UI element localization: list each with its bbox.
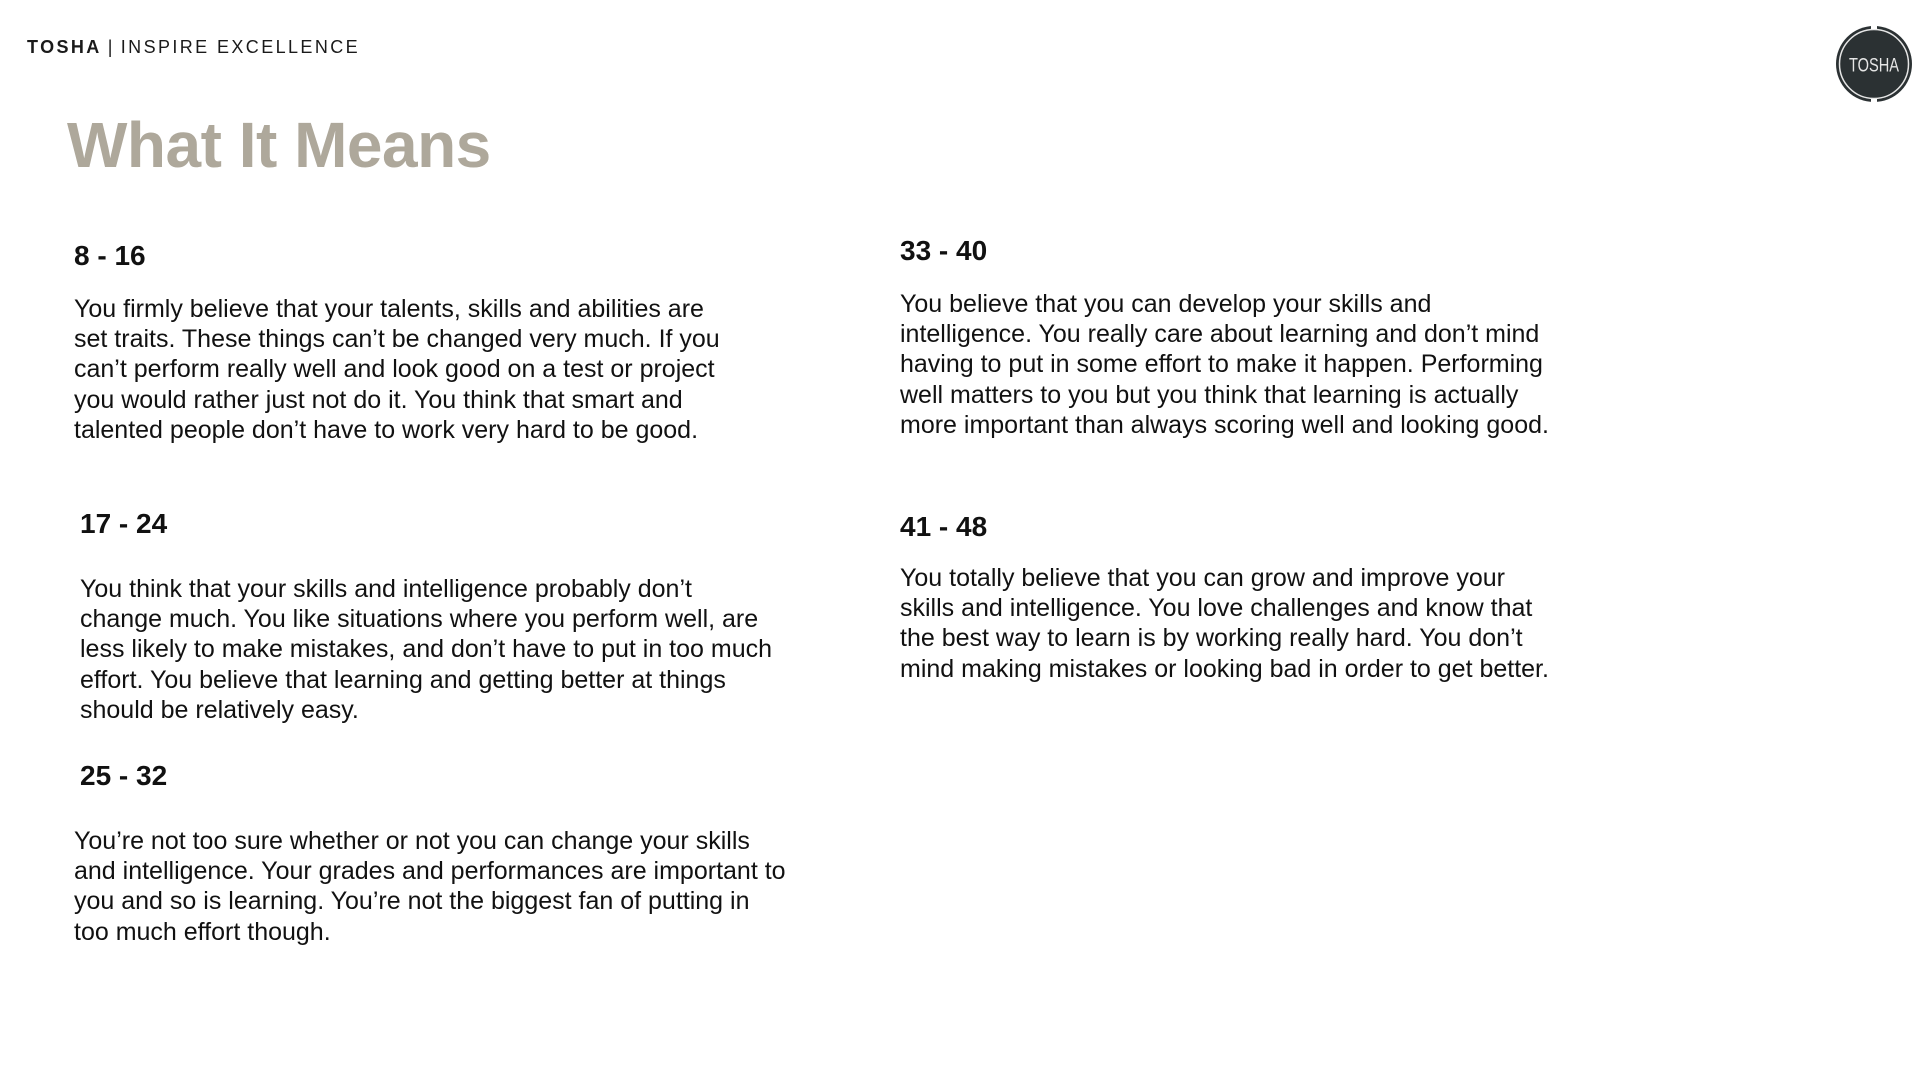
score-range-heading: 8 - 16 xyxy=(74,240,146,271)
brand-separator: | xyxy=(107,37,115,57)
brand-tagline: INSPIRE EXCELLENCE xyxy=(120,37,361,57)
logo-text: TOSHA xyxy=(1849,55,1900,77)
brand-header xyxy=(27,37,360,58)
score-range-heading: 33 - 40 xyxy=(900,235,988,266)
score-range-section xyxy=(74,240,774,445)
score-range-description: You believe that you can develop your skills and intelligence. You really care about learning and don’t mind having to put in some effort to make it happen. Performing well matters to you but you think that learning is actually more important than always scoring well and looking good. xyxy=(900,290,1549,439)
score-range-section xyxy=(900,235,1600,440)
brand-name: TOSHA xyxy=(27,37,102,57)
score-range-description: You totally believe that you can grow and improve your skills and intelligence. You love challenges and know that the best way to learn is by working really hard. You don’t mind making mistakes or looking bad in order to get better. xyxy=(900,564,1549,683)
tosha-logo-icon xyxy=(1835,25,1913,103)
score-range-heading: 17 - 24 xyxy=(80,508,168,539)
page-title: What It Means xyxy=(67,109,491,181)
score-range-section xyxy=(900,511,1600,684)
score-range-heading: 41 - 48 xyxy=(900,511,988,542)
score-range-heading: 25 - 32 xyxy=(80,760,168,791)
score-range-description: You firmly believe that your talents, skills and abilities are set traits. These things can’t be changed very much. If you can’t perform really well and look good on a test or project you would rather just not do it. You think that smart and talented people don’t have to work very hard to be good. xyxy=(74,295,720,444)
score-range-description: You think that your skills and intelligence probably don’t change much. You like situations where you perform well, are less likely to make mistakes, and don’t have to put in too much effort. You believe that learning and getting better at things should be relatively easy. xyxy=(80,575,773,724)
score-range-section xyxy=(80,508,780,725)
score-range-description: You’re not too sure whether or not you can change your skills and intelligence. Your grades and performances are important to you and so is learning. You’re not the biggest fan of putting in too much effort though. xyxy=(74,827,786,946)
score-range-section xyxy=(74,760,786,947)
